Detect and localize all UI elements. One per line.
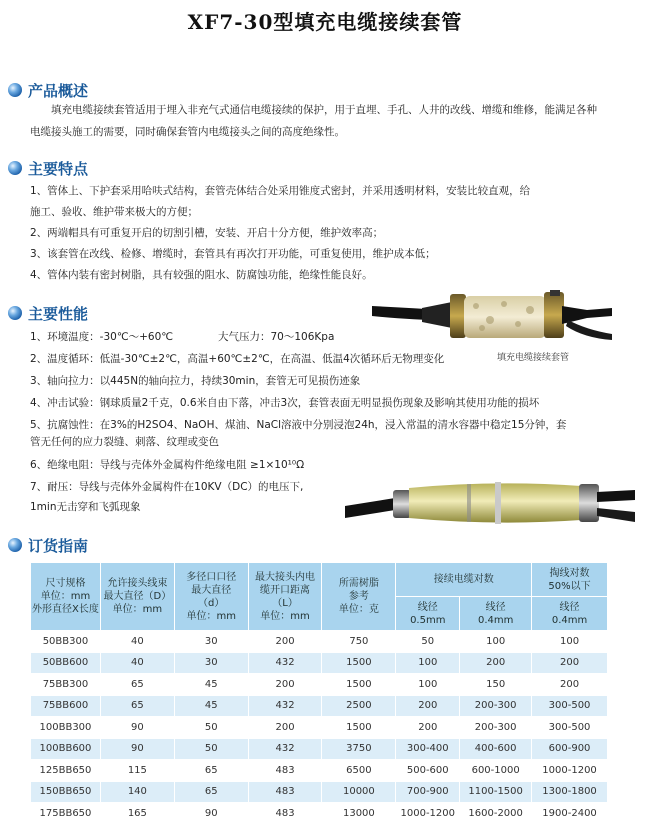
table-cell: 75BB300	[31, 674, 101, 696]
table-cell: 2500	[322, 695, 396, 717]
table-cell: 45	[174, 695, 248, 717]
table-cell: 100BB600	[31, 738, 101, 760]
table-cell: 1500	[322, 652, 396, 674]
header-port-diameter	[174, 563, 248, 631]
header-cable-pairs: 接续电缆对数	[396, 563, 532, 597]
performance-line: 2、温度循环：低温-30℃±2℃，高温+60℃±2℃，在高温、低温4次循环后无物理变化	[30, 353, 445, 365]
header-line: 线径	[485, 601, 506, 613]
table-cell: 600-900	[532, 738, 608, 760]
performance-line: 3、轴向拉力：以445N的轴向拉力，持续30min，套管无可见损伤迹象	[30, 375, 361, 387]
table-cell: 10000	[322, 781, 396, 803]
table-cell: 50	[174, 738, 248, 760]
table-cell: 1000-1200	[396, 803, 460, 825]
table-cell: 200	[396, 717, 460, 739]
table-cell: 432	[248, 695, 322, 717]
table-cell: 300-500	[532, 695, 608, 717]
table-cell: 50BB300	[31, 631, 101, 653]
table-cell: 65	[174, 781, 248, 803]
header-line: 多径口口径	[186, 571, 237, 583]
header-resin	[322, 563, 396, 631]
header-line: 最大接头内电	[255, 571, 316, 583]
table-cell: 200	[248, 631, 322, 653]
table-cell: 3750	[322, 738, 396, 760]
header-line: 0.5mm	[410, 614, 446, 626]
performance-line: 大气压力：70～106Kpa	[218, 331, 335, 343]
table-cell: 150BB650	[31, 781, 101, 803]
header-line: 尺寸规格	[45, 578, 86, 589]
table-cell: 150	[460, 674, 532, 696]
table-cell: 100	[396, 652, 460, 674]
performance-line: 7、耐压：导线与壳体外金属构件在10KV（DC）的电压下,	[30, 481, 304, 493]
header-line: （L）	[272, 597, 298, 609]
table-cell: 6500	[322, 760, 396, 782]
section-title: 主要特点	[28, 159, 89, 178]
header-line: 线径	[559, 601, 580, 613]
table-row	[31, 803, 608, 825]
header-opening-distance	[248, 563, 322, 631]
header-line: 最大直径	[191, 584, 232, 596]
table-cell: 200	[248, 674, 322, 696]
table-row	[31, 652, 608, 674]
header-line: 单位：mm	[112, 604, 163, 615]
table-cell: 1300-1800	[532, 781, 608, 803]
table-cell: 100	[396, 674, 460, 696]
table-row	[31, 631, 608, 653]
table-row	[31, 760, 608, 782]
table-cell: 165	[100, 803, 174, 825]
header-line: 最大直径（D）	[103, 591, 172, 602]
section-performance-heading	[8, 303, 88, 323]
table-cell: 175BB650	[31, 803, 101, 825]
feature-line: 4、管体内装有密封树脂，具有较强的阻水、防腐蚀功能，绝缘性能良好。	[30, 269, 373, 281]
table-row	[31, 717, 608, 739]
bullet-ball-icon	[8, 83, 22, 97]
table-cell: 50	[174, 717, 248, 739]
feature-line: 施工、验收、维护带来极大的方便；	[30, 206, 198, 218]
table-cell: 200	[532, 652, 608, 674]
table-cell: 65	[174, 760, 248, 782]
section-ordering-heading	[8, 535, 88, 555]
table-cell: 1500	[322, 717, 396, 739]
table-cell: 65	[100, 674, 174, 696]
table-cell: 200	[460, 652, 532, 674]
table-cell: 90	[174, 803, 248, 825]
performance-line: 1、环境温度：-30℃～+60℃	[30, 331, 174, 343]
header-line: 单位：mm	[260, 610, 310, 622]
performance-line: 5、抗腐蚀性：在3%的H2SO4、NaOH、煤油、NaCl溶液中分别浸泡24h，浸入常温的清水容器中稳定15分钟，套	[30, 419, 567, 431]
section-features-heading	[8, 158, 88, 178]
table-cell: 75BB600	[31, 695, 101, 717]
feature-line: 3、该套管在改线、检修、增缆时，套管具有再次打开功能，可重复使用，维护成本低；	[30, 248, 436, 260]
header-line: 缆开口距离	[260, 584, 311, 596]
performance-line: 4、冲击试验：钢球质量2千克，0.6米自由下落，冲击3次，套管表面无明显损伤现象及影响其使用功能的损坏	[30, 397, 540, 409]
table-cell: 200	[396, 695, 460, 717]
table-cell: 432	[248, 652, 322, 674]
header-line: 外形直径X长度	[32, 604, 99, 615]
table-cell: 30	[174, 652, 248, 674]
table-cell: 600-1000	[460, 760, 532, 782]
table-cell: 100	[460, 631, 532, 653]
table-row	[31, 738, 608, 760]
bullet-ball-icon	[8, 538, 22, 552]
table-cell: 483	[248, 781, 322, 803]
table-row	[31, 695, 608, 717]
table-cell: 1600-2000	[460, 803, 532, 825]
section-overview-heading	[8, 80, 88, 100]
table-cell: 13000	[322, 803, 396, 825]
performance-line: 6、绝缘电阻：导线与壳体外金属构件绝缘电阻 ≥1×10¹⁰Ω	[30, 459, 305, 471]
table-cell: 100	[532, 631, 608, 653]
table-cell: 115	[100, 760, 174, 782]
table-cell: 140	[100, 781, 174, 803]
table-row	[31, 781, 608, 803]
table-cell: 30	[174, 631, 248, 653]
splice-closure-photo-bottom	[345, 468, 635, 538]
header-line: 允许接头线束	[107, 578, 168, 589]
feature-line: 1、管体上、下护套采用哈呋式结构，套管壳体结合处采用锥度式密封，并采用透明材料，安装比较直观，给	[30, 185, 531, 197]
page-title: XF7-30型填充电缆接续套管	[187, 10, 463, 34]
table-cell: 90	[100, 738, 174, 760]
table-cell: 40	[100, 631, 174, 653]
table-cell: 432	[248, 738, 322, 760]
table-cell: 125BB650	[31, 760, 101, 782]
table-cell: 1900-2400	[532, 803, 608, 825]
header-line: 50%以下	[548, 580, 591, 592]
section-title: 订货指南	[28, 536, 89, 555]
header-wire-04	[460, 597, 532, 631]
header-line: 所需树脂	[338, 578, 379, 589]
section-title: 主要性能	[28, 304, 89, 323]
header-line: 单位：mm	[186, 610, 236, 622]
table-cell: 300-500	[532, 717, 608, 739]
header-line: 0.4mm	[551, 614, 588, 626]
section-title: 产品概述	[28, 81, 89, 100]
table-cell: 300-400	[396, 738, 460, 760]
feature-line: 2、两端帽具有可重复开启的切割引槽，安装、开启十分方便，维护效率高；	[30, 227, 384, 239]
table-cell: 90	[100, 717, 174, 739]
table-cell: 400-600	[460, 738, 532, 760]
table-cell: 750	[322, 631, 396, 653]
header-line: 参考	[348, 591, 369, 602]
bullet-ball-icon	[8, 306, 22, 320]
ordering-table	[30, 562, 608, 825]
table-cell: 1000-1200	[532, 760, 608, 782]
header-size	[31, 563, 101, 631]
header-allow-diameter	[100, 563, 174, 631]
header-line: 0.4mm	[477, 614, 514, 626]
table-cell: 100BB300	[31, 717, 101, 739]
overview-paragraph: 填充电缆接续套管适用于埋入非充气式通信电缆接续的保护，用于直埋、手孔、人井的改线、增缆和维修，能满足各种电缆接头施工的需要，同时确保套管内电缆接头之间的高度绝缘性。	[30, 104, 597, 138]
header-line: 单位：克	[338, 604, 379, 615]
header-wire-05	[396, 597, 460, 631]
table-cell: 700-900	[396, 781, 460, 803]
table-cell: 200-300	[460, 695, 532, 717]
header-wire-04-max	[532, 597, 608, 631]
product-image-caption: 填充电缆接续套管	[497, 353, 570, 363]
table-cell: 500-600	[396, 760, 460, 782]
header-line: 线径	[417, 601, 438, 613]
splice-closure-photo-top	[372, 280, 612, 350]
table-cell: 483	[248, 803, 322, 825]
table-cell: 65	[100, 695, 174, 717]
table-cell: 50	[396, 631, 460, 653]
table-cell: 45	[174, 674, 248, 696]
performance-line: 1min无击穿和飞弧现象	[30, 501, 141, 513]
table-cell: 200	[532, 674, 608, 696]
table-cell: 200-300	[460, 717, 532, 739]
table-cell: 483	[248, 760, 322, 782]
header-line: （d）	[198, 597, 225, 609]
table-cell: 40	[100, 652, 174, 674]
header-line: 掏线对数	[549, 567, 590, 579]
table-cell: 1500	[322, 674, 396, 696]
header-line: 单位：mm	[40, 591, 91, 602]
table-cell: 200	[248, 717, 322, 739]
performance-line: 管无任何的应力裂缝、刺落、纹理或变色	[30, 436, 219, 448]
bullet-ball-icon	[8, 161, 22, 175]
header-max-pairs	[532, 563, 608, 597]
table-cell: 1100-1500	[460, 781, 532, 803]
table-row	[31, 674, 608, 696]
table-cell: 50BB600	[31, 652, 101, 674]
